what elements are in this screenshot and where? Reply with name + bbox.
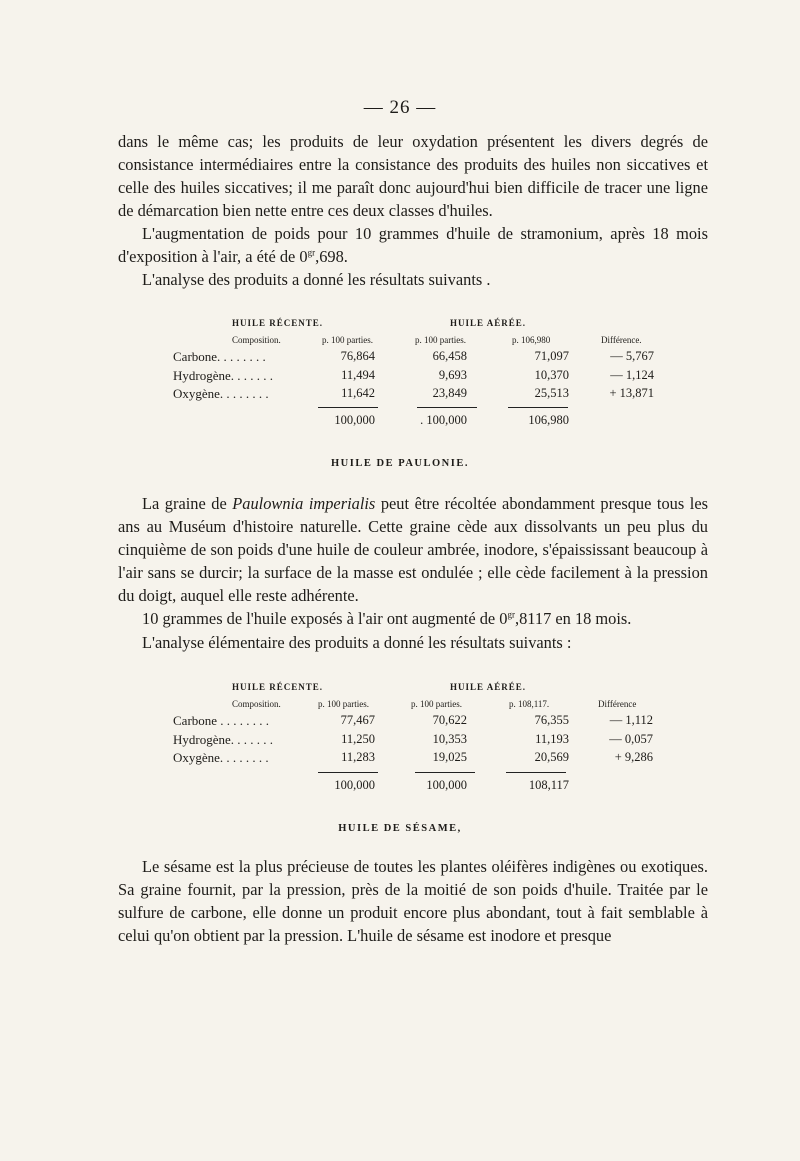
table1-sum-rule: [508, 407, 568, 408]
intro-paragraph-1: dans le même cas; les produits de leur oxydation présentent les divers degrés de consistance intermédiaires entre la consistance des produits des huiles non siccatives et celle des huiles siccatives; il me paraît donc aujourd'hui bien difficile de tracer une ligne de démarcation bien nette entre ces deux classes d'huiles.: [118, 132, 708, 220]
table2-cell: 11,193: [535, 732, 569, 746]
section-title-paulownia: HUILE DE PAULONIE.: [331, 458, 469, 469]
table2-cell: 11,250: [341, 732, 375, 746]
table1-cell: — 1,124: [610, 368, 654, 382]
table2-row-label: Oxygène. . . . . . . .: [173, 750, 269, 765]
table2-cell: 20,569: [534, 750, 569, 764]
table1-subheader-composition: Composition.: [232, 335, 281, 345]
table1-total: 100,000: [334, 413, 375, 427]
table1-subheader-aeree: p. 100 parties.: [415, 335, 466, 345]
table2-sum-rule: [415, 772, 475, 773]
table2-cell: 19,025: [432, 750, 467, 764]
table1-row-label: Hydrogène. . . . . . .: [173, 368, 274, 383]
sesame-paragraph: Le sésame est la plus précieuse de toutes les plantes oléifères indigènes ou exotiques. Sa graine fournit, par la pression, près de la moitié de son poids d'huile. Traitée par le sulfure de carbone, elle donne un produit encore plus abondant, tout à fait semblable à celui qu'on obtient par la pression. L'huile de sésame est inodore et presque: [118, 857, 708, 945]
table2-cell: 70,622: [432, 713, 467, 727]
table1-cell: + 13,871: [609, 386, 654, 400]
table1-cell: 76,864: [340, 349, 375, 363]
table1-total: . 100,000: [420, 413, 467, 427]
table2-sum-rule: [318, 772, 378, 773]
table2-cell: — 0,057: [609, 732, 653, 746]
table1-cell: 11,494: [341, 368, 375, 382]
page-number: — 26 —: [363, 97, 437, 118]
intro-paragraph-3: L'analyse des produits a donné les résultats suivants .: [142, 270, 491, 289]
table2-subheader-total: p. 108,117.: [509, 699, 550, 709]
table1-header-aeree: HUILE AÉRÉE.: [450, 318, 527, 328]
paulownia-paragraph-1: La graine de Paulownia imperialis peut être récoltée abondamment presque tous les ans au Muséum d'histoire naturelle. Cette graine cède aux dissolvants un peu plus du cinquième de son poids d'une huile de couleur ambrée, inodore, s'épaississant beaucoup à l'air sans se durcir; la surface de la masse est ondulée ; elle cède facilement à la pression du doigt, auquel elle reste adhérente.: [118, 494, 708, 605]
table1-cell: 66,458: [432, 349, 467, 363]
table1-cell: 23,849: [432, 386, 467, 400]
table1-row-label: Carbone. . . . . . . .: [173, 349, 266, 364]
table2-total: 100,000: [334, 778, 375, 792]
paulownia-paragraph-2: 10 grammes de l'huile exposés à l'air ont augmenté de $0^{gr},8117$ en 18 mois.: [142, 609, 632, 628]
table2-subheader-aeree: p. 100 parties.: [411, 699, 462, 709]
table1-cell: 11,642: [341, 386, 375, 400]
table2-cell: + 9,286: [614, 750, 653, 764]
table2-subheader-composition: Composition.: [232, 699, 281, 709]
table2-header-aeree: HUILE AÉRÉE.: [450, 682, 527, 692]
intro-paragraph-2-text: L'augmentation de poids pour 10 grammes d'huile de stramonium, après 18 mois d'exposition à l'air, a été de $0^{gr},698$.: [118, 224, 708, 266]
table2-total: 108,117: [528, 778, 569, 792]
table1-total: 106,980: [528, 413, 569, 427]
table1-subheader-recent: p. 100 parties.: [322, 335, 373, 345]
paulownia-paragraph-3: L'analyse élémentaire des produits a donné les résultats suivants :: [142, 633, 572, 652]
table2-cell: 76,355: [534, 713, 569, 727]
table1-cell: 9,693: [438, 368, 467, 382]
table1-sum-rule: [417, 407, 477, 408]
table1-subheader-difference: Différence.: [601, 335, 642, 345]
section-title-sesame: HUILE DE SÉSAME,: [338, 823, 462, 834]
table1-cell: 10,370: [534, 368, 569, 382]
table2-cell: 77,467: [340, 713, 375, 727]
table2-total: 100,000: [426, 778, 467, 792]
table1-row-label: Oxygène. . . . . . . .: [173, 386, 269, 401]
intro-paragraph-2: [118, 222, 708, 268]
table2-cell: — 1,112: [609, 713, 653, 727]
table1-cell: — 5,767: [610, 349, 654, 363]
table1-cell: 71,097: [534, 349, 569, 363]
table1-header-recent: HUILE RÉCENTE.: [232, 318, 324, 328]
table2-header-recent: HUILE RÉCENTE.: [232, 682, 324, 692]
table2-cell: 10,353: [432, 732, 467, 746]
table2-subheader-difference: Différence: [598, 699, 637, 709]
table1-sum-rule: [318, 407, 378, 408]
table2-cell: 11,283: [341, 750, 375, 764]
table1-subheader-total: p. 106,980: [512, 335, 551, 345]
table2-sum-rule: [506, 772, 566, 773]
table2-row-label: Hydrogène. . . . . . .: [173, 732, 274, 747]
table2-row-label: Carbone . . . . . . . .: [173, 713, 270, 728]
table2-subheader-recent: p. 100 parties.: [318, 699, 369, 709]
table1-cell: 25,513: [534, 386, 569, 400]
